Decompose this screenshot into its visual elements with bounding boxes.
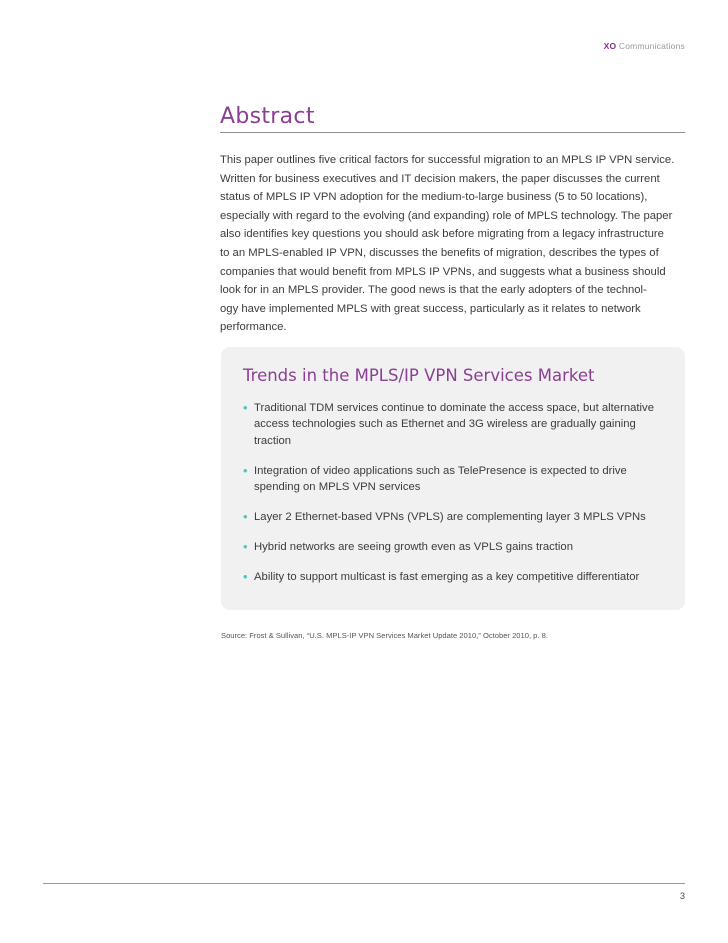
abstract-line: status of MPLS IP VPN adoption for the medium-to-large business (5 to 50 locations),: [220, 191, 648, 204]
abstract-divider: [220, 132, 685, 133]
abstract-body: [220, 151, 690, 337]
trend-item: [243, 569, 683, 585]
abstract-line: to an MPLS-enabled IP VPN, discusses the benefits of migration, describes the types of: [220, 246, 659, 259]
bullet-icon: •: [243, 509, 248, 525]
trend-line: access technologies such as Ethernet and 3G wireless are gradually gaining: [254, 418, 636, 431]
abstract-title: Abstract: [220, 104, 315, 129]
trend-line: traction: [254, 434, 292, 447]
abstract-line: especially with regard to the evolving (and expanding) role of MPLS technology. The paper: [220, 209, 673, 222]
trend-line: Traditional TDM services continue to dominate the access space, but alternative: [254, 402, 654, 414]
trend-line: Ability to support multicast is fast emerging as a key competitive differentiator: [254, 571, 640, 584]
abstract-line: also identifies key questions you should ask before migrating from a legacy infrastructure: [220, 228, 664, 241]
trend-line: Layer 2 Ethernet-based VPNs (VPLS) are complementing layer 3 MPLS VPNs: [254, 511, 646, 524]
bullet-icon: •: [243, 462, 248, 478]
abstract-line: Written for business executives and IT decision makers, the paper discusses the current: [220, 172, 660, 185]
trend-line: Integration of video applications such as TelePresence is expected to drive: [254, 464, 627, 477]
bullet-icon: •: [243, 569, 248, 585]
brand-name: Communications: [616, 41, 685, 51]
footer-divider: [43, 883, 685, 884]
abstract-line: look for in an MPLS provider. The good news is that the early adopters of the technol-: [220, 284, 647, 297]
source-citation: Source: Frost & Sullivan, “U.S. MPLS-IP VPN Services Market Update 2010,” October 2010, p. 8.: [221, 631, 548, 640]
abstract-line: performance.: [220, 321, 287, 334]
trend-item: [243, 509, 683, 525]
bullet-icon: •: [243, 400, 248, 415]
trend-line: spending on MPLS VPN services: [254, 481, 421, 494]
trend-line: Hybrid networks are seeing growth even as VPLS gains traction: [254, 541, 573, 554]
page-number: 3: [679, 891, 685, 901]
trend-item: [243, 463, 683, 496]
trend-item: [243, 400, 683, 449]
bullet-icon: •: [243, 539, 248, 555]
abstract-line: companies that would benefit from MPLS IP VPNs, and suggests what a business should: [220, 265, 666, 278]
trend-item: [243, 539, 683, 555]
header-brand: [604, 41, 685, 51]
trends-list: [243, 400, 683, 599]
trends-title: Trends in the MPLS/IP VPN Services Market: [243, 366, 595, 385]
brand-xo: XO: [603, 41, 617, 51]
abstract-line: ogy have implemented MPLS with great success, particularly as it relates to network: [220, 302, 641, 315]
abstract-line: This paper outlines five critical factors for successful migration to an MPLS IP VPN service.: [220, 154, 675, 166]
